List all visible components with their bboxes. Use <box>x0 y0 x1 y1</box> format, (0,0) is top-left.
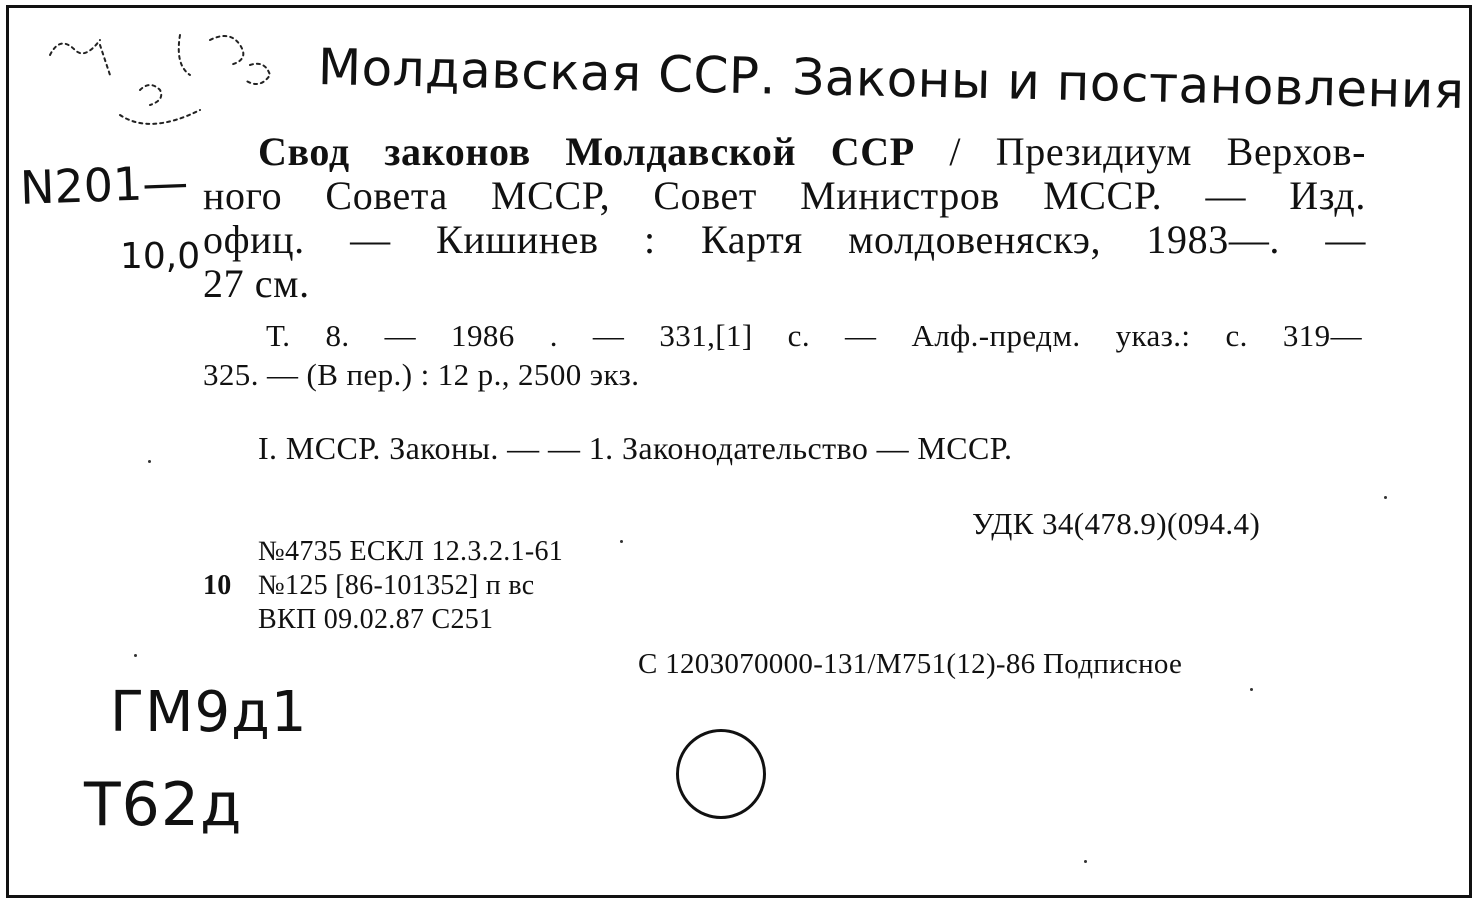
scan-speck <box>1084 860 1087 863</box>
scan-speck <box>148 460 151 463</box>
handwritten-left-code-2: 10,0 <box>120 236 201 277</box>
index-line: С 1203070000-131/М751(12)-86 Подписное <box>638 648 1183 680</box>
description-line-2 <box>203 172 1366 219</box>
subject-headings: I. МССР. Законы. — — 1. Законодательство — МССР. <box>258 430 1013 466</box>
description-line-1 <box>258 128 1366 175</box>
tech-line-2: №125 [86-101352] п вс <box>258 570 535 601</box>
description-line-4 <box>203 260 310 307</box>
volume-line-2 <box>203 357 639 393</box>
description-responsibility: / Президиум Верхов- <box>914 129 1366 174</box>
volume-line-2-text: 325. — (В пер.) : 12 р., 2500 экз. <box>203 357 640 392</box>
description-line-3 <box>203 216 1366 263</box>
handwritten-heading: Молдавская ССР. Законы и постановления <box>317 38 1465 121</box>
scan-speck <box>134 654 137 657</box>
tech-line-1: №4735 ЕСКЛ 12.3.2.1-61 <box>258 536 564 567</box>
stamp-circle <box>676 729 766 819</box>
volume-line-1 <box>266 318 1362 354</box>
description-line-2-text: ного Совета МССР, Совет Министров МССР. — Изд. <box>203 173 1366 218</box>
udk-index: УДК 34(478.9)(094.4) <box>972 506 1261 541</box>
handwritten-bottom-code-2: Т62д <box>84 770 243 840</box>
description-author: Свод законов Молдавской ССР <box>258 129 915 174</box>
scan-speck <box>1250 688 1253 691</box>
scan-speck <box>1384 496 1387 499</box>
description-line-3-text: офиц. — Кишинев : Картя молдовеняскэ, 1983—. — <box>203 217 1366 262</box>
handwritten-bottom-code-1: ГМ9д1 <box>110 680 308 745</box>
scan-speck <box>620 540 623 543</box>
description-line-4-text: 27 см. <box>203 261 310 306</box>
handwritten-left-code-1: N201— <box>19 155 190 215</box>
scribble-mark <box>20 15 300 145</box>
volume-line-1-text: Т. 8. — 1986 . — 331,[1] с. — Алф.-предм. указ.: с. 319— <box>266 318 1362 353</box>
tech-line-3: ВКП 09.02.87 С251 <box>258 604 494 635</box>
tech-line-2-number: 10 <box>203 570 232 601</box>
